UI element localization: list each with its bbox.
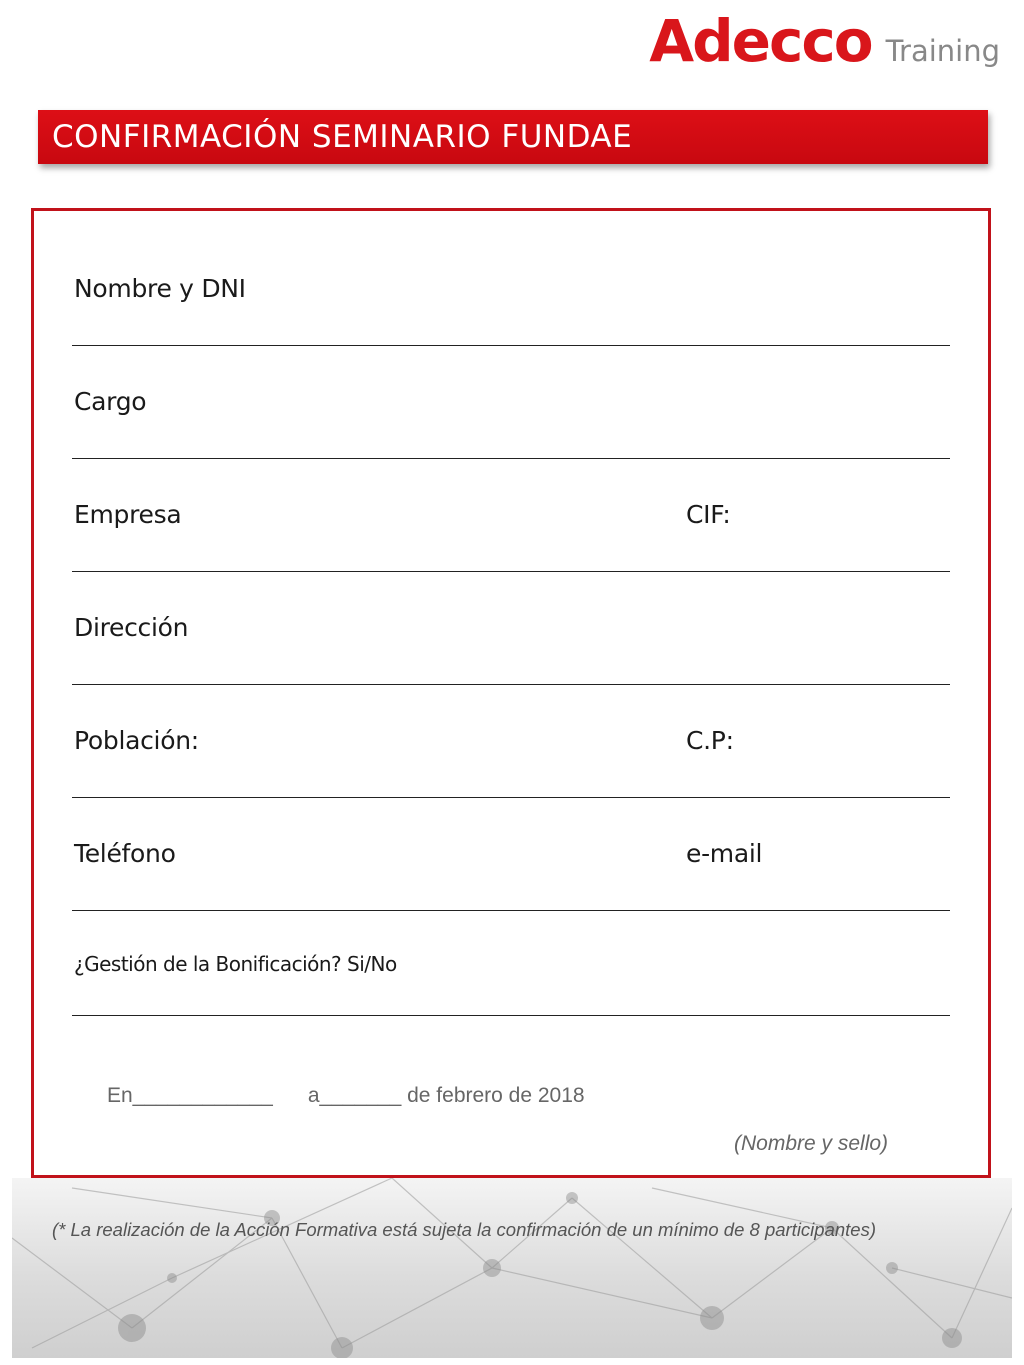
label-cif: CIF: <box>686 500 731 529</box>
logo-main-text: Adecco <box>649 7 872 75</box>
logo-sub-text: Training <box>885 34 1000 68</box>
form-box <box>31 208 991 1178</box>
page-title: CONFIRMACIÓN SEMINARIO FUNDAE <box>52 119 633 155</box>
label-bonificacion: ¿Gestión de la Bonificación? Si/No <box>74 952 397 976</box>
field-row-cargo[interactable] <box>72 345 950 459</box>
network-pattern-icon <box>12 1178 1012 1358</box>
label-poblacion: Población: <box>74 726 199 755</box>
field-row-bonificacion[interactable] <box>72 910 950 1016</box>
field-row-telefono[interactable] <box>72 797 950 911</box>
label-nombre-dni: Nombre y DNI <box>74 274 246 303</box>
footer-network-background <box>12 1178 1012 1358</box>
field-row-nombre[interactable] <box>72 211 950 346</box>
adecco-training-logo <box>649 7 1000 75</box>
title-bar <box>38 110 988 164</box>
label-direccion: Dirección <box>74 613 189 642</box>
field-row-empresa[interactable] <box>72 458 950 572</box>
date-line: En____________ a_______ de febrero de 2018 <box>107 1084 585 1107</box>
footer-note: (* La realización de la Acción Formativa está sujeta la confirmación de un mínimo de 8 participantes) <box>52 1219 876 1240</box>
label-empresa: Empresa <box>74 500 182 529</box>
field-row-poblacion[interactable] <box>72 684 950 798</box>
signature-note: (Nombre y sello) <box>734 1132 889 1155</box>
label-cargo: Cargo <box>74 387 147 416</box>
label-email: e-mail <box>686 839 763 868</box>
field-row-direccion[interactable] <box>72 571 950 685</box>
label-cp: C.P: <box>686 726 734 755</box>
label-telefono: Teléfono <box>74 839 176 868</box>
